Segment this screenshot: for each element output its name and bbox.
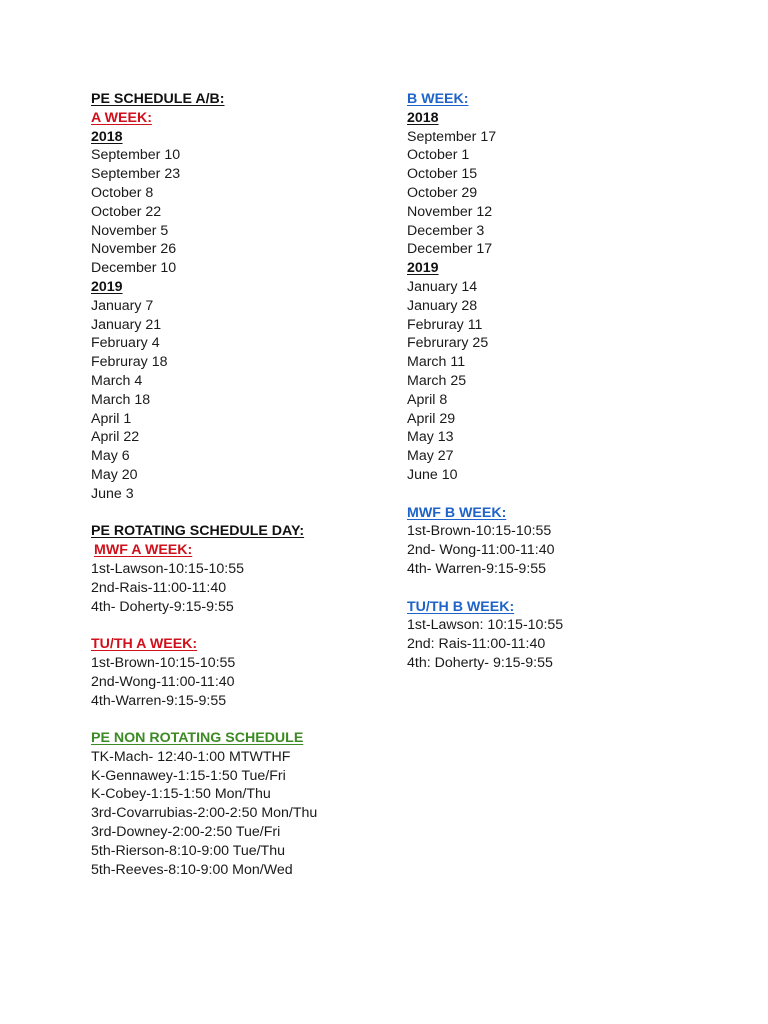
a-week-year-2019: 2019: [91, 278, 123, 295]
schedule-item: 1st-Lawson: 10:15-10:55: [407, 617, 564, 634]
a-week-dates-2019: [91, 297, 391, 504]
schedule-item: 5th-Reeves-8:10-9:00 Mon/Wed: [91, 861, 293, 878]
date-item: October 22: [91, 203, 162, 220]
schedule-item: TK-Mach- 12:40-1:00 MTWTHF: [91, 748, 291, 765]
date-item: January 7: [91, 297, 154, 314]
schedule-item: 4th- Warren-9:15-9:55: [407, 560, 547, 577]
date-item: April 29: [407, 410, 456, 427]
a-week-year-2018: 2018: [91, 128, 123, 145]
date-item: March 25: [407, 372, 467, 389]
b-week-dates-2018: [407, 128, 707, 260]
date-item: January 28: [407, 297, 478, 314]
date-item: December 17: [407, 241, 493, 258]
date-item: April 1: [91, 410, 132, 427]
date-item: September 10: [91, 147, 181, 164]
schedule-item: K-Cobey-1:15-1:50 Mon/Thu: [91, 786, 271, 803]
date-item: June 3: [91, 485, 134, 502]
rotating-schedule-heading: PE ROTATING SCHEDULE DAY:: [91, 523, 305, 540]
date-item: January 21: [91, 316, 162, 333]
tuth-b-week-heading: TU/TH B WEEK:: [407, 598, 515, 615]
schedule-item: 5th-Rierson-8:10-9:00 Tue/Thu: [91, 842, 286, 859]
tuth-a-week-list: [91, 654, 391, 710]
spacer: [91, 504, 391, 523]
b-week-heading: B WEEK:: [407, 91, 469, 107]
date-item: June 10: [407, 466, 458, 483]
schedule-item: 4th- Doherty-9:15-9:55: [91, 598, 234, 615]
date-item: Februray 11: [407, 316, 483, 333]
date-item: April 8: [407, 391, 448, 408]
date-item: April 22: [91, 429, 140, 446]
mwf-a-week-list: [91, 560, 391, 616]
date-item: October 1: [407, 147, 470, 164]
schedule-item: 3rd-Covarrubias-2:00-2:50 Mon/Thu: [91, 805, 318, 822]
tuth-a-week-heading: TU/TH A WEEK:: [91, 636, 198, 653]
schedule-item: 3rd-Downey-2:00-2:50 Tue/Fri: [91, 824, 281, 841]
b-week-year-2019: 2019: [407, 260, 439, 277]
spacer: [407, 579, 707, 598]
spacer: [91, 710, 391, 729]
spacer: [91, 616, 391, 635]
date-item: November 26: [91, 241, 177, 258]
non-rotating-list: [91, 748, 391, 880]
date-item: January 14: [407, 278, 478, 295]
mwf-a-week-heading: MWF A WEEK:: [94, 542, 193, 559]
right-column: [407, 90, 707, 673]
spacer: [407, 485, 707, 504]
b-week-dates-2019: [407, 278, 707, 485]
schedule-item: 1st-Brown-10:15-10:55: [91, 654, 236, 671]
schedule-item: 1st-Brown-10:15-10:55: [407, 523, 552, 540]
schedule-item: 4th-Warren-9:15-9:55: [91, 692, 227, 709]
left-column: [91, 90, 391, 879]
date-item: October 15: [407, 166, 478, 183]
date-item: September 17: [407, 128, 497, 145]
date-item: October 8: [91, 184, 154, 201]
schedule-item: 2nd: Rais-11:00-11:40: [407, 636, 546, 653]
date-item: May 13: [407, 429, 454, 446]
schedule-item: 2nd-Wong-11:00-11:40: [91, 673, 235, 690]
schedule-item: 1st-Lawson-10:15-10:55: [91, 560, 245, 577]
a-week-dates-2018: [91, 146, 391, 278]
date-item: May 20: [91, 466, 138, 483]
date-item: December 10: [91, 260, 177, 277]
page-title: PE SCHEDULE A/B:: [91, 91, 225, 107]
non-rotating-heading: PE NON ROTATING SCHEDULE: [91, 730, 304, 747]
schedule-item: K-Gennawey-1:15-1:50 Tue/Fri: [91, 767, 286, 784]
a-week-heading: A WEEK:: [91, 109, 152, 126]
schedule-item: 2nd- Wong-11:00-11:40: [407, 542, 555, 559]
date-item: May 27: [407, 448, 454, 465]
schedule-item: 4th: Doherty- 9:15-9:55: [407, 654, 553, 671]
date-item: March 4: [91, 372, 143, 389]
date-item: November 12: [407, 203, 493, 220]
date-item: December 3: [407, 222, 485, 239]
mwf-b-week-list: [407, 522, 707, 578]
date-item: Februrary 25: [407, 335, 489, 352]
date-item: September 23: [91, 166, 181, 183]
date-item: February 4: [91, 335, 160, 352]
schedule-item: 2nd-Rais-11:00-11:40: [91, 579, 227, 596]
b-week-year-2018: 2018: [407, 109, 439, 126]
date-item: November 5: [91, 222, 169, 239]
tuth-b-week-list: [407, 616, 707, 672]
date-item: March 11: [407, 354, 466, 371]
mwf-b-week-heading: MWF B WEEK:: [407, 504, 507, 521]
date-item: October 29: [407, 184, 478, 201]
date-item: March 18: [91, 391, 151, 408]
date-item: May 6: [91, 448, 130, 465]
date-item: Februray 18: [91, 354, 168, 371]
